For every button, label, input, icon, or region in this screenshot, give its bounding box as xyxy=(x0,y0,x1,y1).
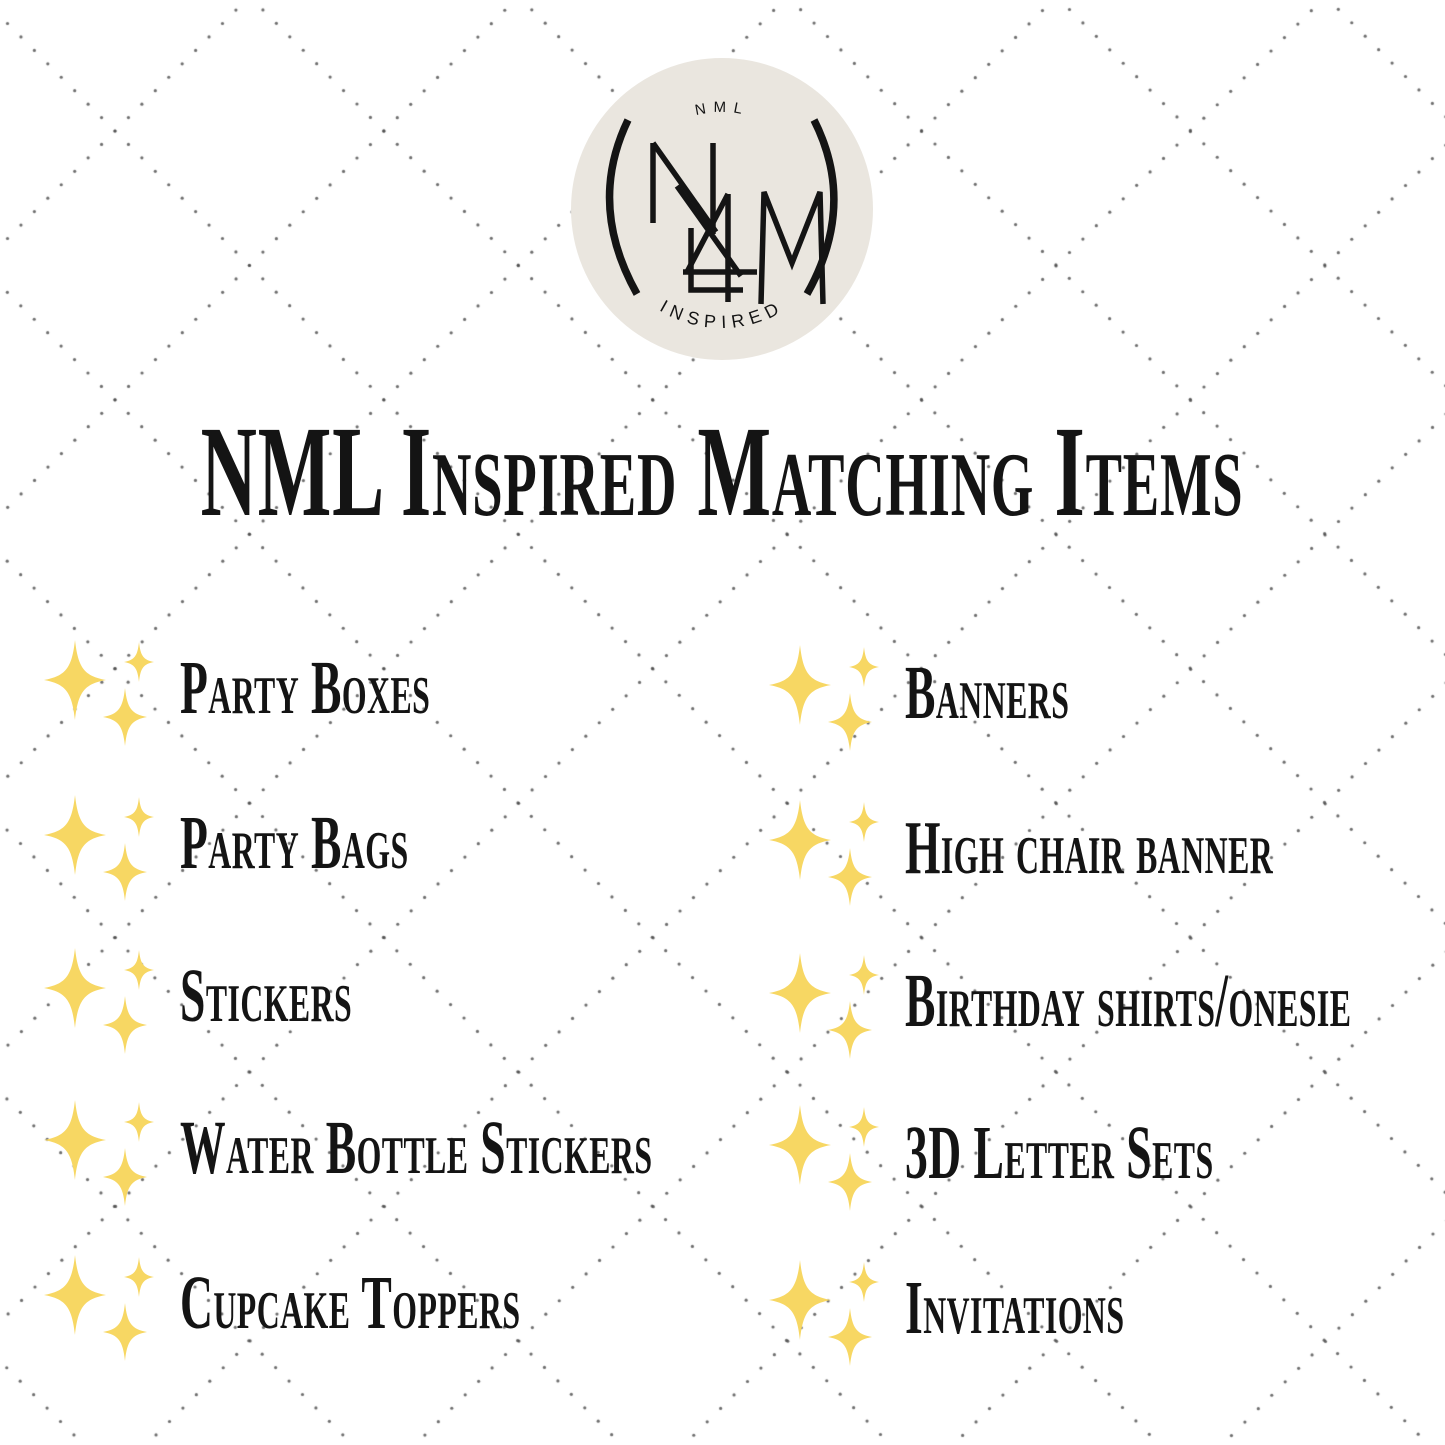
logo-arc-bottom-text: INSPIRED xyxy=(656,296,788,333)
sparkle-icon xyxy=(760,939,890,1064)
item-label: Party Boxes xyxy=(180,646,431,730)
sparkle-icon xyxy=(760,1091,890,1216)
list-item-invitations xyxy=(760,1233,1445,1383)
item-label: Stickers xyxy=(180,954,353,1038)
sparkle-icon xyxy=(35,781,165,906)
list-item-birthday-shirts-onesie xyxy=(760,926,1445,1076)
item-label: 3D Letter Sets xyxy=(905,1111,1214,1195)
list-item-3d-letter-sets xyxy=(760,1078,1445,1228)
list-item-cupcake-toppers xyxy=(35,1228,725,1378)
page-title-text: NML Inspired Matching Items xyxy=(201,400,1244,544)
page-title xyxy=(0,400,1445,544)
sparkle-icon xyxy=(35,1241,165,1366)
list-item-party-boxes xyxy=(35,613,725,763)
item-label: Invitations xyxy=(905,1266,1125,1350)
sparkle-icon xyxy=(35,626,165,751)
list-item-high-chair-banner xyxy=(760,773,1445,923)
item-label: Party Bags xyxy=(180,801,409,885)
item-label: High chair banner xyxy=(905,806,1274,890)
item-label: Cupcake Toppers xyxy=(180,1261,521,1345)
sparkle-icon xyxy=(760,1246,890,1371)
sparkle-icon xyxy=(760,631,890,756)
item-label: Water Bottle Stickers xyxy=(180,1106,653,1190)
sparkle-icon xyxy=(760,786,890,911)
sparkle-icon xyxy=(35,934,165,1059)
brand-logo xyxy=(571,58,873,360)
list-item-water-bottle-stickers xyxy=(35,1073,725,1223)
list-item-party-bags xyxy=(35,768,725,918)
logo-arc-top-text: NML xyxy=(693,98,751,120)
list-item-banners xyxy=(760,618,1445,768)
item-label: Banners xyxy=(905,651,1070,735)
sparkle-icon xyxy=(35,1086,165,1211)
list-item-stickers xyxy=(35,921,725,1071)
item-label: Birthday shirts/onesie xyxy=(905,959,1352,1043)
